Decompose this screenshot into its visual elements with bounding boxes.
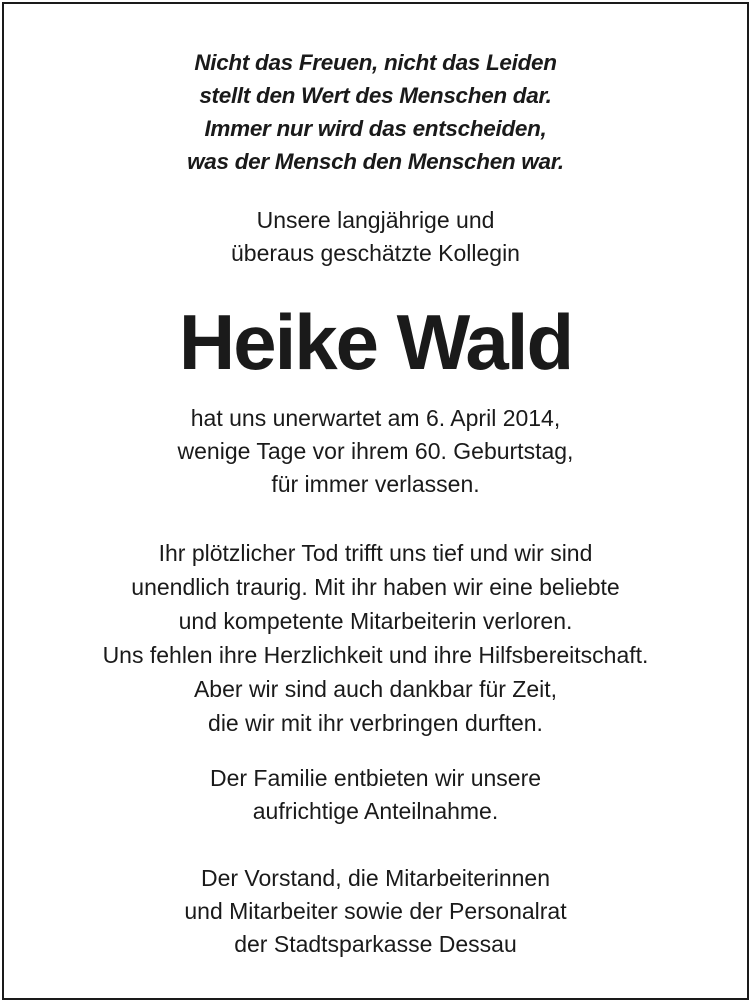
condolence-text <box>4 762 747 828</box>
message-line: Uns fehlen ihre Herzlichkeit und ihre Hilfsbereitschaft. <box>102 642 649 668</box>
intro-line: überaus geschätzte Kollegin <box>231 240 520 266</box>
poem-line: was der Mensch den Menschen war. <box>187 149 564 174</box>
message-line: Ihr plötzlicher Tod trifft uns tief und wir sind <box>158 540 593 566</box>
announcement-text <box>4 402 747 501</box>
poem-line: stellt den Wert des Menschen dar. <box>199 83 552 108</box>
intro-text <box>4 204 747 270</box>
announcement-line: wenige Tage vor ihrem 60. Geburtstag, <box>177 438 574 464</box>
tribute-message <box>4 536 747 740</box>
obituary-frame <box>2 2 749 1000</box>
condolence-line: Der Familie entbieten wir unsere <box>209 765 542 791</box>
poem-line: Nicht das Freuen, nicht das Leiden <box>194 50 557 75</box>
intro-line: Unsere langjährige und <box>256 207 495 233</box>
announcement-line: hat uns unerwartet am 6. April 2014, <box>190 405 561 431</box>
announcement-line: für immer verlassen. <box>271 471 480 497</box>
message-line: und kompetente Mitarbeiterin verloren. <box>178 608 573 634</box>
poem-verse <box>4 46 747 178</box>
signature-line: Der Vorstand, die Mitarbeiterinnen <box>200 865 551 891</box>
signature-line: und Mitarbeiter sowie der Personalrat <box>184 898 567 924</box>
condolence-line: aufrichtige Anteilnahme. <box>252 798 499 824</box>
message-line: die wir mit ihr verbringen durften. <box>208 710 543 736</box>
signature-block <box>4 862 747 961</box>
deceased-name: Heike Wald <box>178 298 573 386</box>
poem-line: Immer nur wird das entscheiden, <box>204 116 547 141</box>
message-line: unendlich traurig. Mit ihr haben wir eine beliebte <box>131 574 620 600</box>
signature-line: der Stadtsparkasse Dessau <box>234 931 517 957</box>
message-line: Aber wir sind auch dankbar für Zeit, <box>193 676 558 702</box>
